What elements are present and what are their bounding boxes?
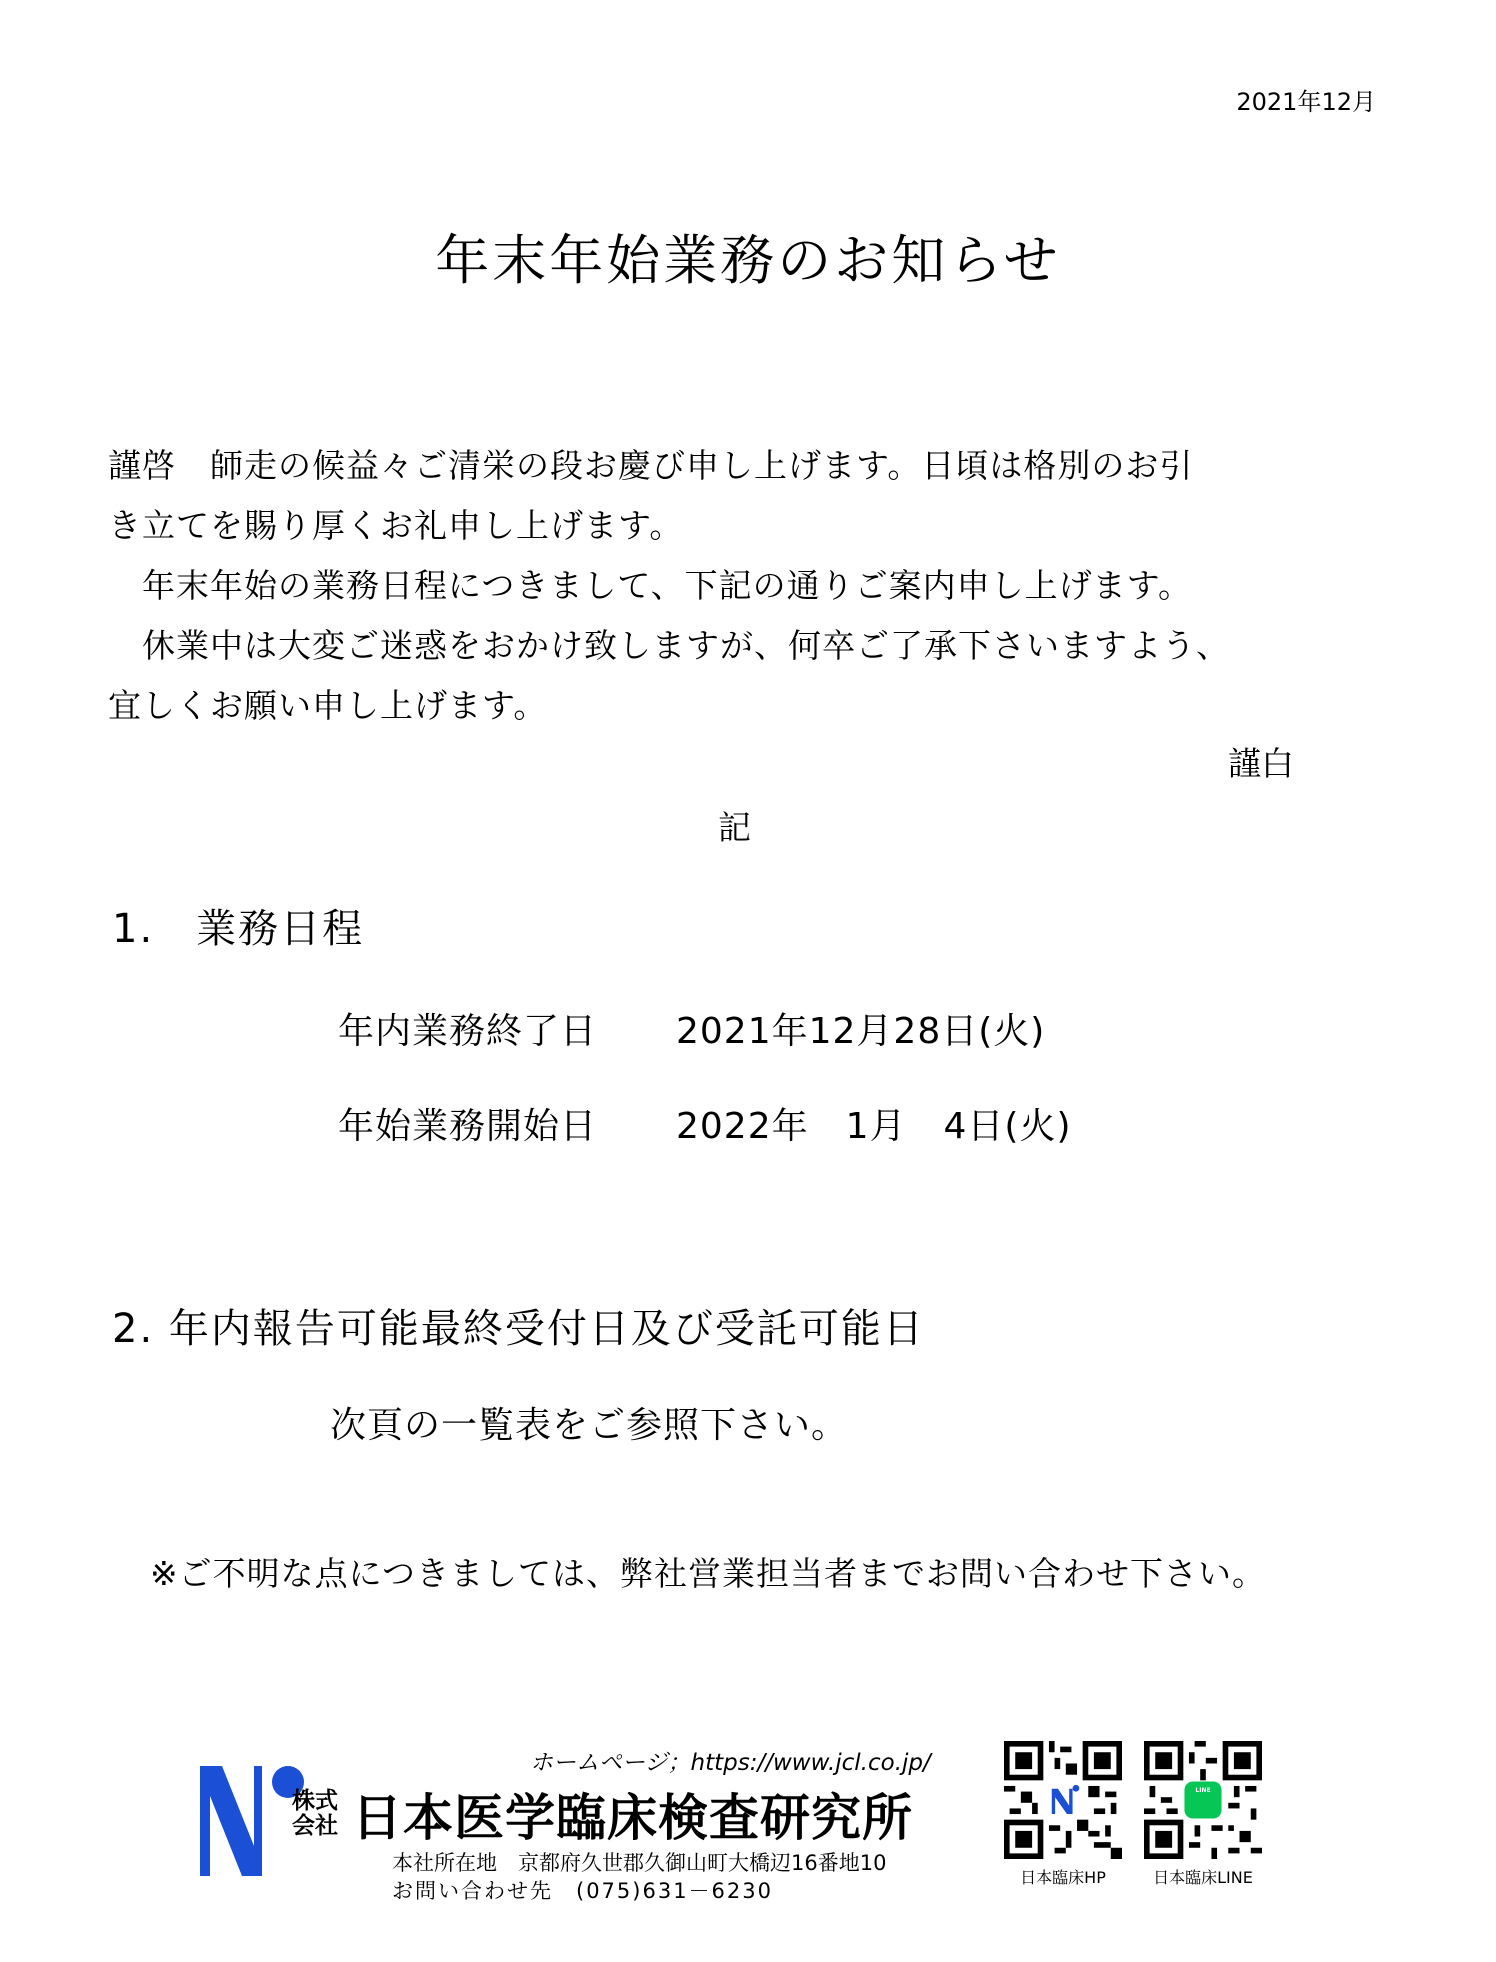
company-address: 本社所在地 京都府久世郡久御山町大橋辺16番地10 <box>392 1851 887 1875</box>
schedule-value: 2022年 1月 4日(火) <box>676 1106 1072 1147</box>
closing-word: 謹白 <box>1228 744 1294 783</box>
body-line-5: 宜しくお願い申し上げます。 <box>108 686 548 725</box>
section-2-heading: 2. 年内報告可能最終受付日及び受託可能日 <box>112 1306 925 1352</box>
issue-date: 2021年12月 <box>1236 88 1376 116</box>
line-badge-label: LINE <box>1195 1787 1211 1794</box>
qr-code-icon <box>1004 1741 1122 1859</box>
qr-line[interactable] <box>1144 1741 1262 1888</box>
contact-note: ※ご不明な点につきましては、弊社営業担当者までお問い合わせ下さい。 <box>150 1554 1266 1593</box>
corp-type-label <box>292 1789 338 1839</box>
qr-code-icon <box>1144 1741 1262 1859</box>
qr-homepage-caption: 日本臨床HP <box>1020 1868 1106 1887</box>
corp-type-line-2: 会社 <box>292 1813 338 1839</box>
section-2-text: 次頁の一覧表をご参照下さい。 <box>330 1405 849 1446</box>
schedule-label: 年始業務開始日 <box>338 1106 598 1147</box>
body-line-2: き立てを賜り厚くお礼申し上げます。 <box>108 506 684 545</box>
qr-homepage[interactable] <box>1004 1741 1122 1888</box>
section-1-heading: 1. 業務日程 <box>112 906 365 952</box>
schedule-row-end <box>338 1003 1045 1054</box>
homepage-link[interactable]: ホームページ；https://www.jcl.co.jp/ <box>530 1750 931 1776</box>
schedule-row-start <box>338 1098 1072 1149</box>
company-name: 日本医学臨床検査研究所 <box>352 1789 913 1847</box>
schedule-value: 2021年12月28日(火) <box>676 1011 1046 1052</box>
body-line-4: 休業中は大変ご迷惑をおかけ致しますが、何卒ご了承下さいますよう、 <box>108 626 1230 665</box>
schedule-label: 年内業務終了日 <box>338 1011 598 1052</box>
corp-type-line-1: 株式 <box>292 1788 338 1814</box>
page-title: 年末年始業務のお知らせ <box>435 229 1061 292</box>
body-line-1: 謹啓 師走の候益々ご清栄の段お慶び申し上げます。日頃は格別のお引 <box>108 446 1194 485</box>
contact-phone: お問い合わせ先 (075)631－6230 <box>392 1879 773 1903</box>
ki-marker: 記 <box>718 808 751 847</box>
qr-line-caption: 日本臨床LINE <box>1153 1868 1253 1887</box>
body-line-3: 年末年始の業務日程につきまして、下記の通りご案内申し上げます。 <box>108 566 1193 605</box>
